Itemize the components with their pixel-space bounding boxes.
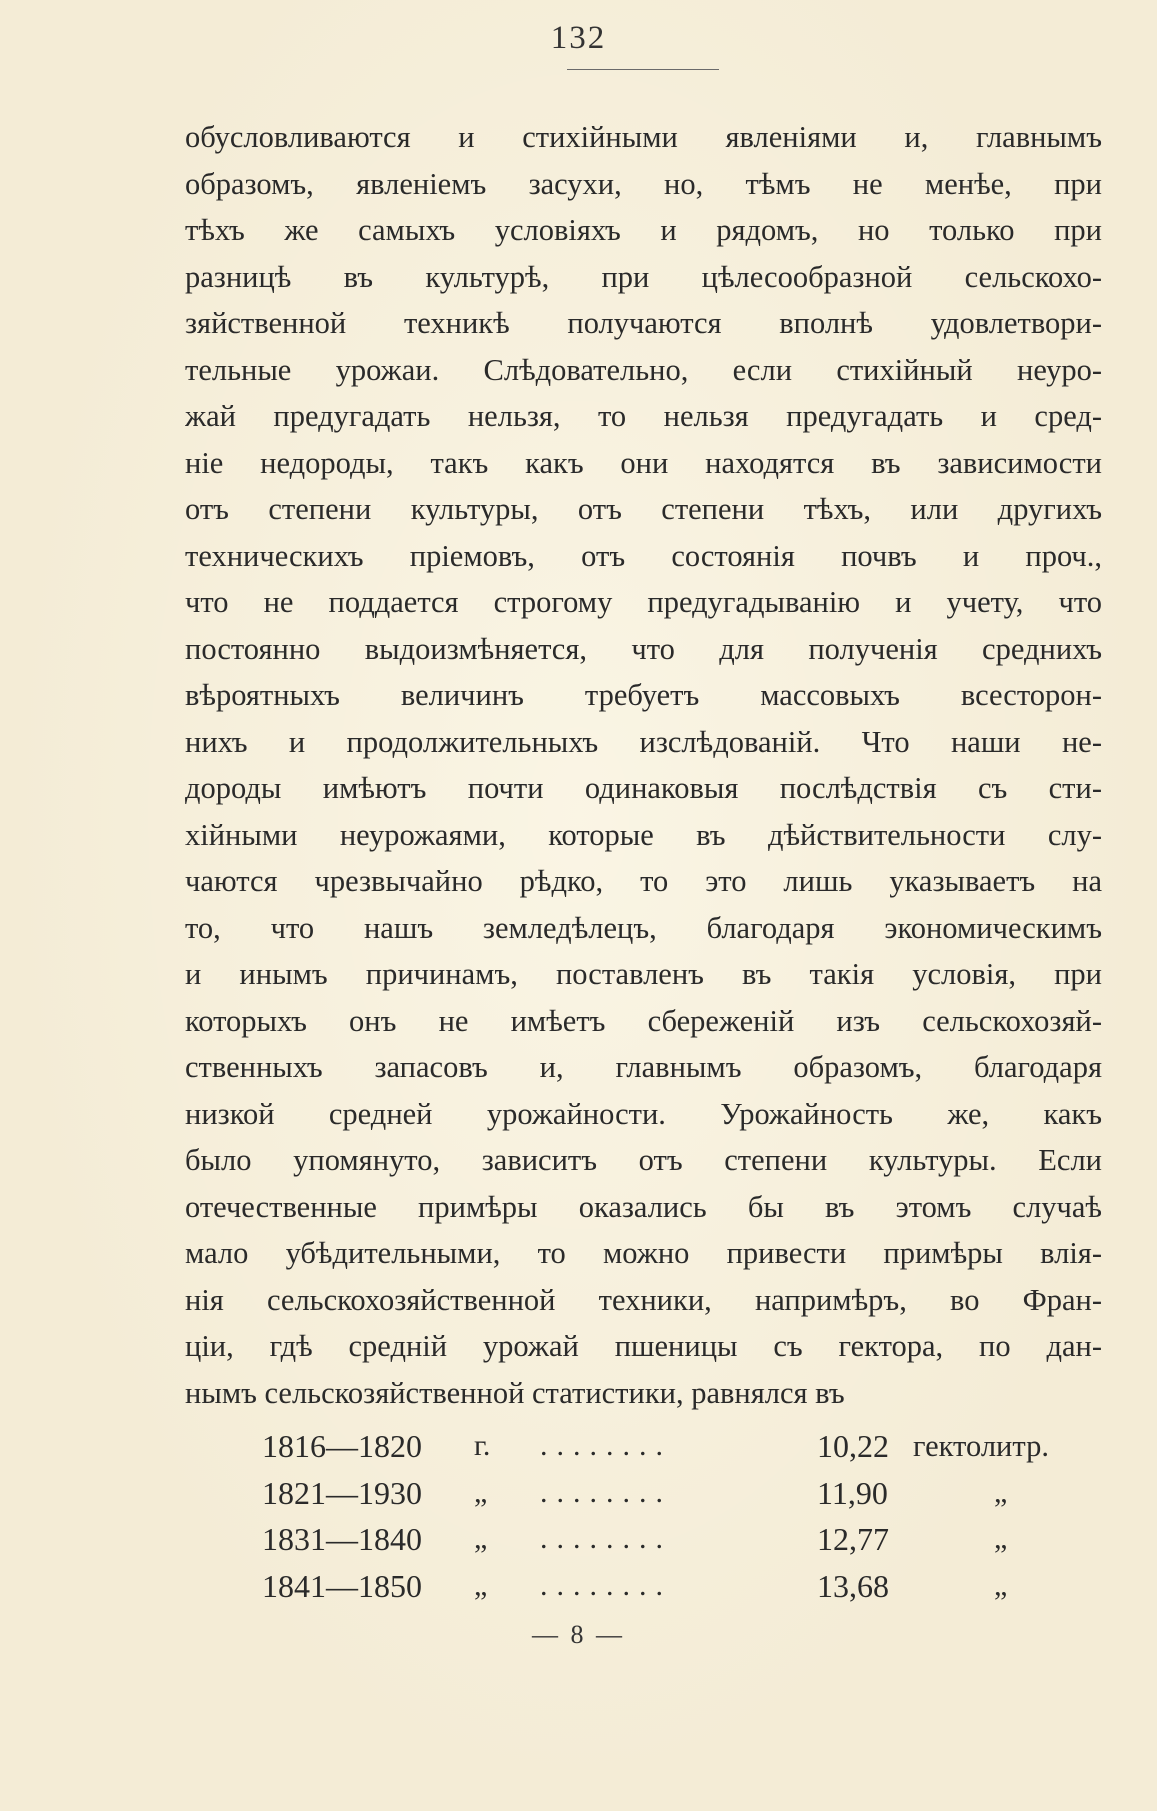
ditto-mark: „	[994, 1568, 1008, 1602]
wheat-yield-table	[262, 1423, 1102, 1609]
text-line: обусловливаются и стихійными явленіями и, главнымъ	[185, 120, 1102, 154]
text-line: жай предугадать нельзя, то нельзя предугадать и сред-	[185, 399, 1102, 433]
text-line: и инымъ причинамъ, поставленъ въ такія условія, при	[185, 957, 1102, 991]
period-cell: 1821—1930	[262, 1474, 422, 1511]
table-row	[262, 1516, 1102, 1563]
text-line: разницѣ въ культурѣ, при цѣлесообразной сельскохо-	[185, 259, 1102, 294]
text-line: мало убѣдительными, то можно привести примѣры влія-	[185, 1236, 1102, 1270]
body-text	[185, 114, 1102, 1416]
text-line: дороды имѣютъ почти одинаковыя послѣдствія съ сти-	[185, 771, 1102, 805]
text-line: что не поддается строгому предугадыванію и учету, что	[185, 585, 1102, 619]
page-number: 132	[550, 20, 607, 56]
text-line: образомъ, явленіемъ засухи, но, тѣмъ не менѣе, при	[185, 166, 1102, 201]
leader-dots: ........	[540, 1568, 672, 1602]
table-row	[262, 1563, 1102, 1610]
leader-dots: ........	[540, 1475, 672, 1509]
period-cell: 1816—1820	[262, 1428, 422, 1464]
yield-value-cell: 11,90	[817, 1474, 888, 1511]
text-line: которыхъ онъ не имѣетъ сбереженій изъ сельскохозяй-	[185, 1003, 1102, 1038]
unit-cell: гектолитр.	[913, 1429, 1049, 1463]
text-line: техническихъ пріемовъ, отъ состоянія почвъ и проч.,	[185, 538, 1102, 573]
text-line: ственныхъ запасовъ и, главнымъ образомъ, благодаря	[185, 1050, 1102, 1084]
text-line: вѣроятныхъ величинъ требуетъ массовыхъ всесторон-	[185, 678, 1102, 712]
text-line: ціи, гдѣ среднiй урожай пшеницы съ гектора, по дан-	[185, 1329, 1102, 1363]
text-line: нія сельскохозяйственной техники, напримѣръ, во Фран-	[185, 1282, 1102, 1317]
text-line: нихъ и продолжительныхъ изслѣдованій. Что наши не-	[185, 724, 1102, 759]
table-row	[262, 1470, 1102, 1517]
text-line: нымъ сельскозяйственной статистики, равнялся въ	[185, 1375, 845, 1410]
text-line: постоянно выдоизмѣняется, что для полученія среднихъ	[185, 631, 1102, 666]
text-line: отъ степени культуры, отъ степени тѣхъ, или другихъ	[185, 492, 1102, 526]
year-mark-cell: г.	[474, 1429, 491, 1462]
leader-dots: ........	[540, 1522, 672, 1555]
text-line: хійными неурожаями, которые въ дѣйствительности слу-	[185, 817, 1102, 852]
period-cell: 1841—1850	[262, 1567, 422, 1604]
ditto-mark: „	[994, 1522, 1008, 1555]
table-row	[262, 1423, 1102, 1470]
yield-value-cell: 12,77	[817, 1521, 889, 1557]
text-line: ніе недороды, такъ какъ они находятся въ зависимости	[185, 445, 1102, 480]
text-line: низкой средней урожайности. Урожайность же, какъ	[185, 1096, 1102, 1131]
signature-mark: — 8 —	[532, 1620, 625, 1649]
yield-value-cell: 13,68	[817, 1567, 889, 1604]
year-mark-cell: „	[474, 1568, 488, 1602]
yield-value-cell: 10,22	[817, 1428, 889, 1464]
text-line: то, что нашъ земледѣлецъ, благодаря экономическимъ	[185, 910, 1102, 945]
ditto-mark: „	[994, 1475, 1008, 1509]
leader-dots: ........	[540, 1429, 672, 1462]
text-line: тельные урожаи. Слѣдовательно, если стихійный неуро-	[185, 352, 1102, 387]
header-rule	[567, 69, 719, 70]
text-line: чаются чрезвычайно рѣдко, то это лишь указываетъ на	[185, 864, 1102, 898]
text-line: было упомянуто, зависитъ отъ степени культуры. Если	[185, 1143, 1102, 1177]
period-cell: 1831—1840	[262, 1521, 422, 1557]
text-line: зяйственной техникѣ получаются вполнѣ удовлетвори-	[185, 306, 1102, 340]
year-mark-cell: „	[474, 1475, 488, 1509]
year-mark-cell: „	[474, 1522, 488, 1555]
text-line: отечественные примѣры оказались бы въ этомъ случаѣ	[185, 1189, 1102, 1224]
text-line: тѣхъ же самыхъ условіяхъ и рядомъ, но только при	[185, 213, 1102, 247]
